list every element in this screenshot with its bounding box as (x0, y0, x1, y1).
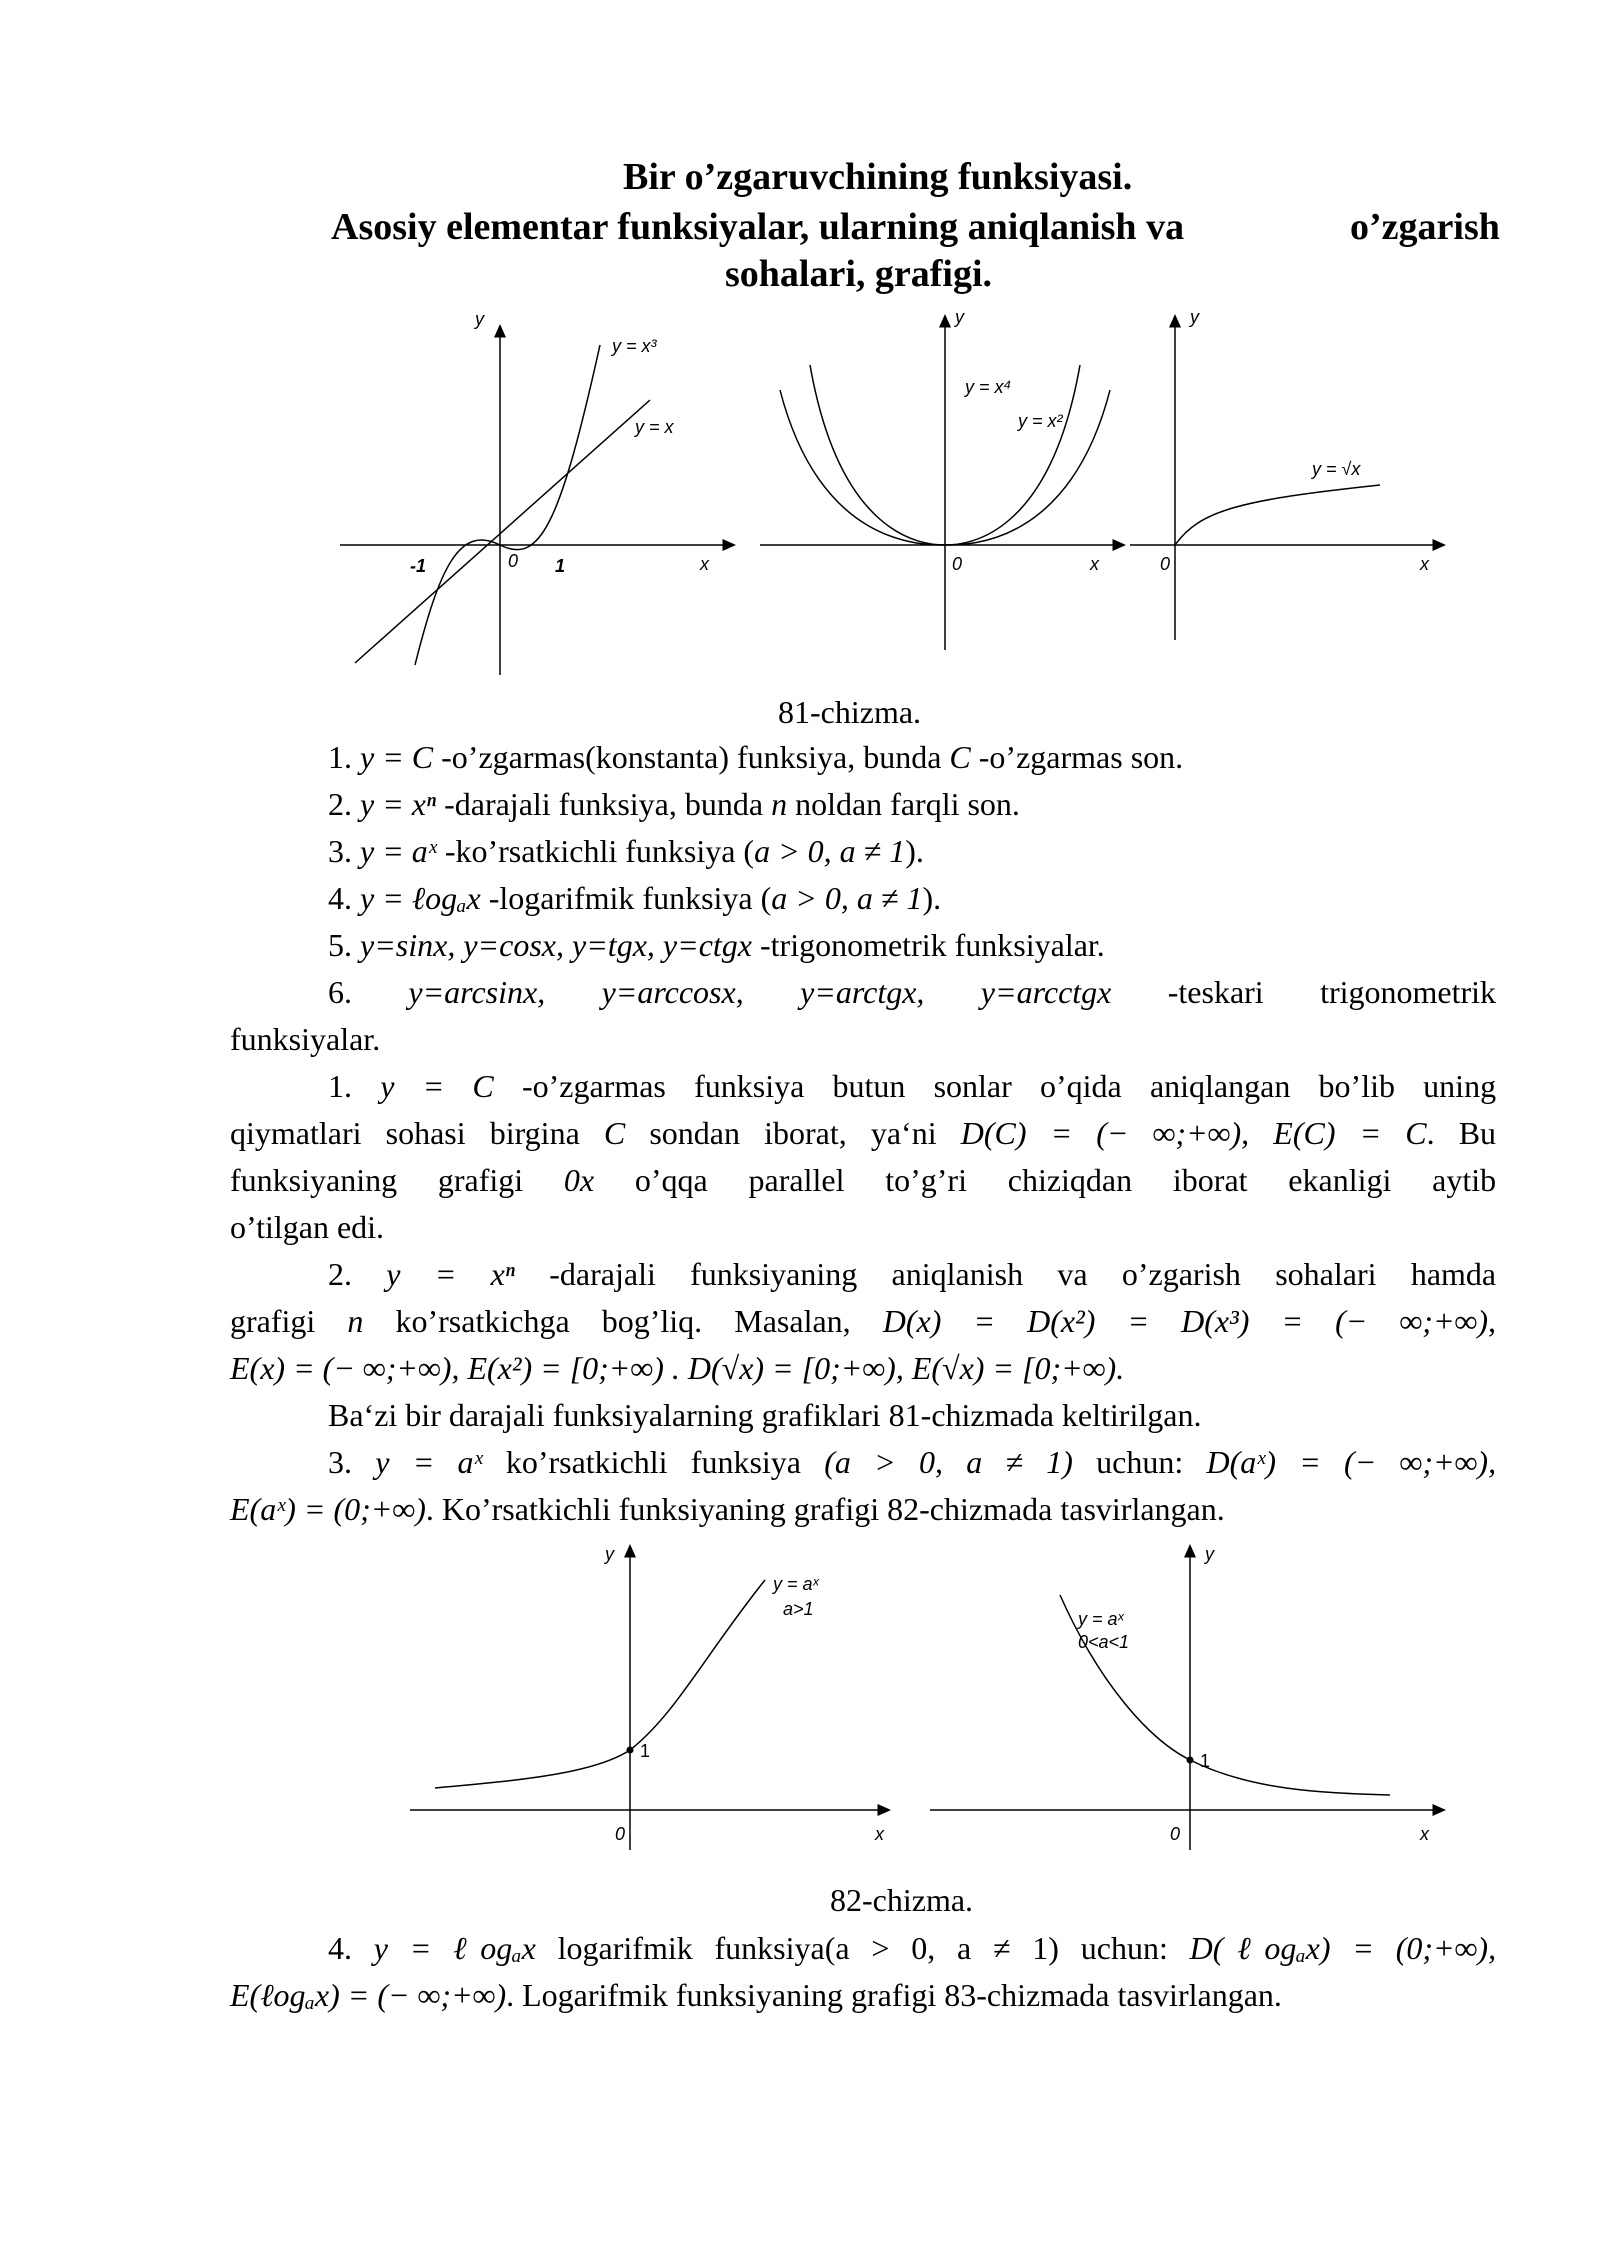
para2-line3: E(x) = (− ∞;+∞), E(x²) = [0;+∞) . D(√x) = [0;+∞), E(√x) = [0;+∞). (230, 1350, 1125, 1386)
figure-82 (405, 1535, 1455, 1855)
g1-y-label: y (475, 309, 484, 329)
g1-cube-label: y = x³ (612, 336, 657, 356)
figure-82-caption: 82-chizma. (830, 1882, 974, 1918)
g5-origin: 0 (1170, 1824, 1181, 1844)
list-item-6: 6. y=arcsinx, y=arccosx, y=arctgx, y=arcctgx -teskari trigonometrik (328, 974, 1497, 1010)
list-item-6-continued: funksiyalar. (230, 1021, 381, 1057)
g4-x-label: x (875, 1824, 884, 1844)
g4-func-label: y = aˣ (773, 1574, 819, 1594)
g5-y-label: y (1205, 1544, 1214, 1564)
para1-line4: o’tilgan edi. (230, 1209, 385, 1245)
g3-x-label: x (1420, 554, 1429, 574)
g1-minus-one: -1 (410, 556, 427, 576)
para4-line1: 4. y = ℓogₐx logarifmik funksiya(a > 0, a ≠ 1) uchun: D(ℓogₐx) = (0;+∞), (328, 1930, 1497, 1966)
subtitle-line-2: sohalari, grafigi. (725, 253, 993, 295)
graph-sqrt (1130, 307, 1440, 640)
g5-x-label: x (1420, 1824, 1429, 1844)
g1-one: 1 (555, 556, 566, 576)
g4-one: 1 (640, 1741, 651, 1761)
g2-x-label: x (1090, 554, 1099, 574)
g4-y-label: y (605, 1544, 614, 1564)
list-item-2: 2. y = xⁿ -darajali funksiya, bunda n noldan farqli son. (328, 786, 1020, 822)
g5-condition-label: 0<a<1 (1078, 1632, 1130, 1652)
para2-line1: 2. y = xⁿ -darajali funksiyaning aniqlanish va o’zgarish sohalari hamda (328, 1256, 1497, 1292)
list-item-4: 4. y = ℓogₐx -logarifmik funksiya (a > 0, a ≠ 1). (328, 880, 942, 916)
g1-linear-label: y = x (635, 417, 674, 437)
list-item-3: 3. y = aˣ -ko’rsatkichli funksiya (a > 0, a ≠ 1). (328, 833, 924, 869)
subtitle-line-1-end: o’zgarish (1350, 206, 1500, 248)
page-title: Bir o’zgaruvchining funksiyasi. (623, 156, 1133, 198)
g3-sqrt-label: y = √x (1312, 459, 1361, 479)
g1-origin: 0 (508, 551, 519, 571)
para2-line2: grafigi n ko’rsatkichga bog’liq. Masalan, D(x) = D(x²) = D(x³) = (− ∞;+∞), (230, 1303, 1497, 1339)
para1-line3: funksiyaning grafigi 0x o’qqa parallel to’g’ri chiziqdan iborat ekanligi aytib (230, 1162, 1497, 1198)
g1-x-label: x (700, 554, 709, 574)
figure-81 (330, 305, 1460, 685)
para2-line4: Ba‘zi bir darajali funksiyalarning grafiklari 81-chizmada keltirilgan. (328, 1397, 1202, 1433)
graph-exp-growth (410, 1544, 885, 1850)
list-item-1: 1. y = C -o’zgarmas(konstanta) funksiya, bunda C -o’zgarmas son. (328, 739, 1184, 775)
para1-line2: qiymatlari sohasi birgina C sondan iborat, ya‘ni D(C) = (− ∞;+∞), E(C) = C. Bu (230, 1115, 1497, 1151)
g2-origin: 0 (952, 554, 963, 574)
para1-line1: 1. y = C -o’zgarmas funksiya butun sonlar o’qida aniqlangan bo’lib uning (328, 1068, 1497, 1104)
g4-condition-label: a>1 (783, 1599, 814, 1619)
g3-y-label: y (1190, 307, 1199, 327)
g5-func-label: y = aˣ (1078, 1609, 1124, 1629)
para3-line1: 3. y = aˣ ko’rsatkichli funksiya (a > 0, a ≠ 1) uchun: D(aˣ) = (− ∞;+∞), (328, 1444, 1497, 1480)
g2-quartic-label: y = x⁴ (965, 377, 1012, 397)
g2-y-label: y (955, 307, 964, 327)
para4-line2: E(ℓogₐx) = (− ∞;+∞). Logarifmik funksiyaning grafigi 83-chizmada tasvirlangan. (230, 1977, 1282, 2013)
g4-origin: 0 (615, 1824, 626, 1844)
graph-even-powers (760, 307, 1120, 650)
g3-origin: 0 (1160, 554, 1171, 574)
g5-one: 1 (1200, 1751, 1211, 1771)
graph-exp-decay (930, 1544, 1440, 1850)
subtitle-line-1: Asosiy elementar funksiyalar, ularning aniqlanish va (331, 206, 1185, 248)
figure-81-caption: 81-chizma. (778, 694, 922, 730)
list-item-5: 5. y=sinx, y=cosx, y=tgx, y=ctgx -trigonometrik funksiyalar. (328, 927, 1105, 963)
g2-square-label: y = x² (1018, 411, 1063, 431)
para3-line2: E(aˣ) = (0;+∞). Ko’rsatkichli funksiyaning grafigi 82-chizmada tasvirlangan. (230, 1491, 1225, 1527)
graph-cube-and-linear (340, 309, 730, 675)
